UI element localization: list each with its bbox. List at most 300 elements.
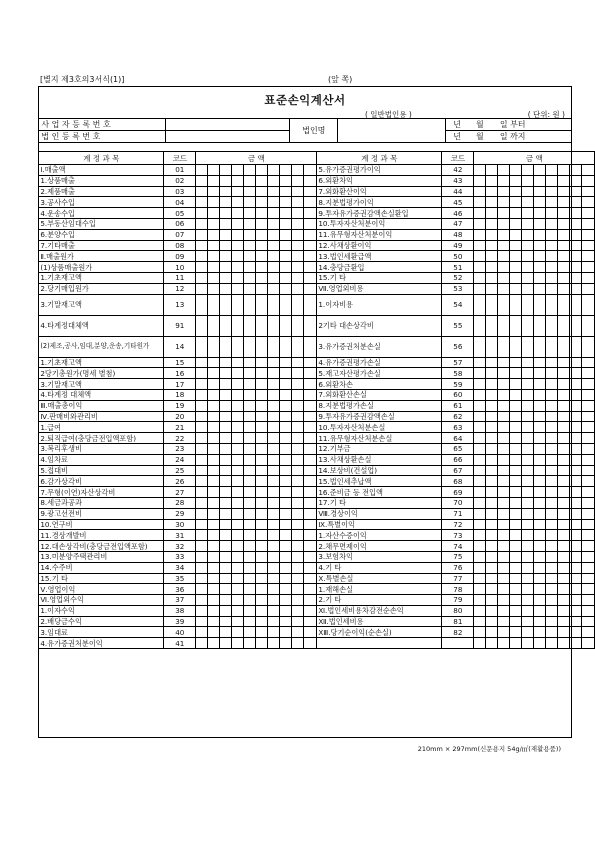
- left-amount-cell[interactable]: [304, 627, 317, 638]
- left-amount-cell[interactable]: [208, 487, 220, 498]
- right-amount-cell[interactable]: [582, 229, 595, 240]
- left-amount-cell[interactable]: [208, 627, 220, 638]
- right-amount-cell[interactable]: [474, 208, 486, 219]
- right-amount-cell[interactable]: [486, 175, 498, 186]
- right-amount-cell[interactable]: [534, 357, 546, 368]
- right-amount-cell[interactable]: [522, 530, 534, 541]
- left-amount-cell[interactable]: [304, 389, 317, 400]
- right-amount-cell[interactable]: [474, 283, 486, 294]
- right-amount-cell[interactable]: [534, 294, 546, 315]
- left-amount-cell[interactable]: [268, 336, 280, 357]
- right-amount-cell[interactable]: [546, 357, 558, 368]
- left-amount-cell[interactable]: [196, 165, 208, 176]
- right-amount-cell[interactable]: [570, 487, 582, 498]
- left-amount-cell[interactable]: [196, 595, 208, 606]
- left-amount-cell[interactable]: [232, 262, 244, 273]
- right-amount-cell[interactable]: [546, 336, 558, 357]
- right-amount-cell[interactable]: [522, 487, 534, 498]
- left-amount-cell[interactable]: [292, 627, 304, 638]
- right-amount-cell[interactable]: [570, 336, 582, 357]
- right-amount-cell[interactable]: [582, 283, 595, 294]
- left-amount-cell[interactable]: [208, 476, 220, 487]
- right-amount-cell[interactable]: [486, 368, 498, 379]
- left-amount-cell[interactable]: [280, 627, 292, 638]
- left-amount-cell[interactable]: [208, 616, 220, 627]
- left-amount-cell[interactable]: [280, 454, 292, 465]
- left-amount-cell[interactable]: [292, 389, 304, 400]
- left-amount-cell[interactable]: [256, 443, 268, 454]
- left-amount-cell[interactable]: [208, 573, 220, 584]
- left-amount-cell[interactable]: [292, 186, 304, 197]
- left-amount-cell[interactable]: [268, 497, 280, 508]
- right-amount-cell[interactable]: [498, 508, 510, 519]
- right-amount-cell[interactable]: [582, 294, 595, 315]
- right-amount-cell[interactable]: [582, 638, 595, 649]
- right-amount-cell[interactable]: [498, 379, 510, 390]
- left-amount-cell[interactable]: [292, 551, 304, 562]
- right-amount-cell[interactable]: [474, 616, 486, 627]
- left-amount-cell[interactable]: [304, 497, 317, 508]
- right-amount-cell[interactable]: [474, 476, 486, 487]
- right-amount-cell[interactable]: [510, 519, 522, 530]
- left-amount-cell[interactable]: [256, 208, 268, 219]
- right-amount-cell[interactable]: [558, 595, 570, 606]
- right-amount-cell[interactable]: [534, 400, 546, 411]
- right-amount-cell[interactable]: [498, 627, 510, 638]
- left-amount-cell[interactable]: [220, 379, 232, 390]
- right-amount-cell[interactable]: [474, 262, 486, 273]
- right-amount-cell[interactable]: [486, 315, 498, 336]
- left-amount-cell[interactable]: [268, 627, 280, 638]
- right-amount-cell[interactable]: [510, 251, 522, 262]
- right-amount-cell[interactable]: [546, 487, 558, 498]
- right-amount-cell[interactable]: [498, 251, 510, 262]
- left-amount-cell[interactable]: [196, 616, 208, 627]
- right-amount-cell[interactable]: [498, 229, 510, 240]
- left-amount-cell[interactable]: [292, 197, 304, 208]
- left-amount-cell[interactable]: [232, 208, 244, 219]
- right-amount-cell[interactable]: [570, 605, 582, 616]
- left-amount-cell[interactable]: [220, 186, 232, 197]
- right-amount-cell[interactable]: [558, 573, 570, 584]
- right-amount-cell[interactable]: [498, 218, 510, 229]
- right-amount-cell[interactable]: [582, 605, 595, 616]
- right-amount-cell[interactable]: [510, 562, 522, 573]
- left-amount-cell[interactable]: [256, 336, 268, 357]
- right-amount-cell[interactable]: [510, 627, 522, 638]
- right-amount-cell[interactable]: [474, 197, 486, 208]
- right-amount-cell[interactable]: [474, 508, 486, 519]
- right-amount-cell[interactable]: [582, 519, 595, 530]
- right-amount-cell[interactable]: [546, 454, 558, 465]
- left-amount-cell[interactable]: [256, 595, 268, 606]
- right-amount-cell[interactable]: [510, 595, 522, 606]
- right-amount-cell[interactable]: [498, 368, 510, 379]
- left-amount-cell[interactable]: [280, 315, 292, 336]
- left-amount-cell[interactable]: [304, 251, 317, 262]
- right-amount-cell[interactable]: [486, 251, 498, 262]
- right-amount-cell[interactable]: [486, 638, 498, 649]
- left-amount-cell[interactable]: [232, 487, 244, 498]
- left-amount-cell[interactable]: [280, 616, 292, 627]
- right-amount-cell[interactable]: [558, 218, 570, 229]
- left-amount-cell[interactable]: [292, 519, 304, 530]
- right-amount-cell[interactable]: [522, 584, 534, 595]
- right-amount-cell[interactable]: [582, 411, 595, 422]
- left-amount-cell[interactable]: [256, 175, 268, 186]
- left-amount-cell[interactable]: [280, 272, 292, 283]
- left-amount-cell[interactable]: [244, 336, 256, 357]
- right-amount-cell[interactable]: [546, 465, 558, 476]
- left-amount-cell[interactable]: [208, 595, 220, 606]
- right-amount-cell[interactable]: [558, 519, 570, 530]
- left-amount-cell[interactable]: [256, 519, 268, 530]
- left-amount-cell[interactable]: [268, 197, 280, 208]
- left-amount-cell[interactable]: [292, 240, 304, 251]
- left-amount-cell[interactable]: [292, 229, 304, 240]
- left-amount-cell[interactable]: [280, 229, 292, 240]
- right-amount-cell[interactable]: [582, 240, 595, 251]
- right-amount-cell[interactable]: [474, 541, 486, 552]
- right-amount-cell[interactable]: [558, 508, 570, 519]
- right-amount-cell[interactable]: [558, 433, 570, 444]
- right-amount-cell[interactable]: [534, 240, 546, 251]
- left-amount-cell[interactable]: [244, 251, 256, 262]
- left-amount-cell[interactable]: [196, 336, 208, 357]
- left-amount-cell[interactable]: [196, 186, 208, 197]
- right-amount-cell[interactable]: [534, 541, 546, 552]
- right-amount-cell[interactable]: [498, 272, 510, 283]
- left-amount-cell[interactable]: [220, 315, 232, 336]
- left-amount-cell[interactable]: [244, 197, 256, 208]
- left-amount-cell[interactable]: [304, 443, 317, 454]
- right-amount-cell[interactable]: [474, 389, 486, 400]
- left-amount-cell[interactable]: [232, 595, 244, 606]
- right-amount-cell[interactable]: [486, 605, 498, 616]
- right-amount-cell[interactable]: [522, 595, 534, 606]
- right-amount-cell[interactable]: [582, 595, 595, 606]
- right-amount-cell[interactable]: [498, 400, 510, 411]
- left-amount-cell[interactable]: [208, 262, 220, 273]
- left-amount-cell[interactable]: [280, 208, 292, 219]
- left-amount-cell[interactable]: [220, 229, 232, 240]
- left-amount-cell[interactable]: [232, 541, 244, 552]
- right-amount-cell[interactable]: [486, 208, 498, 219]
- right-amount-cell[interactable]: [534, 229, 546, 240]
- left-amount-cell[interactable]: [244, 497, 256, 508]
- right-amount-cell[interactable]: [534, 605, 546, 616]
- right-amount-cell[interactable]: [522, 229, 534, 240]
- right-amount-cell[interactable]: [546, 422, 558, 433]
- left-amount-cell[interactable]: [268, 411, 280, 422]
- right-amount-cell[interactable]: [474, 229, 486, 240]
- left-amount-cell[interactable]: [268, 573, 280, 584]
- left-amount-cell[interactable]: [280, 573, 292, 584]
- left-amount-cell[interactable]: [268, 551, 280, 562]
- right-amount-cell[interactable]: [534, 551, 546, 562]
- right-amount-cell[interactable]: [486, 197, 498, 208]
- right-amount-cell[interactable]: [582, 562, 595, 573]
- left-amount-cell[interactable]: [232, 638, 244, 649]
- right-amount-cell[interactable]: [486, 165, 498, 176]
- right-amount-cell[interactable]: [546, 229, 558, 240]
- right-amount-cell[interactable]: [570, 422, 582, 433]
- left-amount-cell[interactable]: [208, 541, 220, 552]
- left-amount-cell[interactable]: [304, 530, 317, 541]
- left-amount-cell[interactable]: [256, 229, 268, 240]
- left-amount-cell[interactable]: [196, 605, 208, 616]
- right-amount-cell[interactable]: [546, 411, 558, 422]
- left-amount-cell[interactable]: [220, 218, 232, 229]
- right-amount-cell[interactable]: [534, 272, 546, 283]
- left-amount-cell[interactable]: [208, 336, 220, 357]
- right-amount-cell[interactable]: [570, 562, 582, 573]
- right-amount-cell[interactable]: [486, 497, 498, 508]
- right-amount-cell[interactable]: [510, 186, 522, 197]
- right-amount-cell[interactable]: [474, 251, 486, 262]
- right-amount-cell[interactable]: [498, 584, 510, 595]
- left-amount-cell[interactable]: [256, 272, 268, 283]
- left-amount-cell[interactable]: [292, 465, 304, 476]
- right-amount-cell[interactable]: [510, 336, 522, 357]
- left-amount-cell[interactable]: [268, 208, 280, 219]
- left-amount-cell[interactable]: [196, 262, 208, 273]
- left-amount-cell[interactable]: [268, 294, 280, 315]
- right-amount-cell[interactable]: [510, 218, 522, 229]
- right-amount-cell[interactable]: [486, 262, 498, 273]
- left-amount-cell[interactable]: [256, 476, 268, 487]
- right-amount-cell[interactable]: [498, 487, 510, 498]
- right-amount-cell[interactable]: [474, 551, 486, 562]
- left-amount-cell[interactable]: [196, 379, 208, 390]
- left-amount-cell[interactable]: [220, 175, 232, 186]
- right-amount-cell[interactable]: [546, 368, 558, 379]
- right-amount-cell[interactable]: [546, 175, 558, 186]
- right-amount-cell[interactable]: [510, 262, 522, 273]
- left-amount-cell[interactable]: [244, 422, 256, 433]
- right-amount-cell[interactable]: [474, 487, 486, 498]
- right-amount-cell[interactable]: [558, 229, 570, 240]
- left-amount-cell[interactable]: [304, 411, 317, 422]
- right-amount-cell[interactable]: [510, 294, 522, 315]
- left-amount-cell[interactable]: [208, 454, 220, 465]
- right-amount-cell[interactable]: [534, 487, 546, 498]
- right-amount-cell[interactable]: [498, 357, 510, 368]
- left-amount-cell[interactable]: [292, 422, 304, 433]
- left-amount-cell[interactable]: [280, 379, 292, 390]
- right-amount-cell[interactable]: [582, 389, 595, 400]
- left-amount-cell[interactable]: [256, 251, 268, 262]
- left-amount-cell[interactable]: [244, 573, 256, 584]
- right-amount-cell[interactable]: [522, 627, 534, 638]
- left-amount-cell[interactable]: [244, 519, 256, 530]
- left-amount-cell[interactable]: [244, 208, 256, 219]
- left-amount-cell[interactable]: [244, 605, 256, 616]
- right-amount-cell[interactable]: [498, 519, 510, 530]
- right-amount-cell[interactable]: [486, 186, 498, 197]
- right-amount-cell[interactable]: [558, 208, 570, 219]
- right-amount-cell[interactable]: [558, 638, 570, 649]
- right-amount-cell[interactable]: [582, 573, 595, 584]
- left-amount-cell[interactable]: [256, 197, 268, 208]
- left-amount-cell[interactable]: [268, 165, 280, 176]
- right-amount-cell[interactable]: [474, 357, 486, 368]
- left-amount-cell[interactable]: [256, 357, 268, 368]
- left-amount-cell[interactable]: [256, 562, 268, 573]
- right-amount-cell[interactable]: [570, 465, 582, 476]
- right-amount-cell[interactable]: [534, 443, 546, 454]
- left-amount-cell[interactable]: [280, 411, 292, 422]
- right-amount-cell[interactable]: [534, 497, 546, 508]
- right-amount-cell[interactable]: [534, 508, 546, 519]
- left-amount-cell[interactable]: [232, 357, 244, 368]
- right-amount-cell[interactable]: [570, 454, 582, 465]
- left-amount-cell[interactable]: [244, 240, 256, 251]
- right-amount-cell[interactable]: [498, 465, 510, 476]
- right-amount-cell[interactable]: [534, 186, 546, 197]
- right-amount-cell[interactable]: [498, 638, 510, 649]
- left-amount-cell[interactable]: [256, 368, 268, 379]
- right-amount-cell[interactable]: [570, 476, 582, 487]
- left-amount-cell[interactable]: [220, 389, 232, 400]
- right-amount-cell[interactable]: [570, 368, 582, 379]
- left-amount-cell[interactable]: [196, 368, 208, 379]
- right-amount-cell[interactable]: [534, 584, 546, 595]
- left-amount-cell[interactable]: [256, 487, 268, 498]
- right-amount-cell[interactable]: [570, 175, 582, 186]
- right-amount-cell[interactable]: [570, 627, 582, 638]
- left-amount-cell[interactable]: [268, 519, 280, 530]
- right-amount-cell[interactable]: [546, 476, 558, 487]
- right-amount-cell[interactable]: [558, 368, 570, 379]
- right-amount-cell[interactable]: [546, 595, 558, 606]
- right-amount-cell[interactable]: [534, 336, 546, 357]
- right-amount-cell[interactable]: [534, 519, 546, 530]
- left-amount-cell[interactable]: [292, 573, 304, 584]
- right-amount-cell[interactable]: [582, 336, 595, 357]
- right-amount-cell[interactable]: [534, 218, 546, 229]
- right-amount-cell[interactable]: [486, 562, 498, 573]
- corp-name-input[interactable]: [338, 119, 446, 143]
- right-amount-cell[interactable]: [570, 315, 582, 336]
- left-amount-cell[interactable]: [292, 400, 304, 411]
- left-amount-cell[interactable]: [268, 251, 280, 262]
- left-amount-cell[interactable]: [220, 562, 232, 573]
- right-amount-cell[interactable]: [546, 208, 558, 219]
- left-amount-cell[interactable]: [280, 251, 292, 262]
- left-amount-cell[interactable]: [280, 400, 292, 411]
- left-amount-cell[interactable]: [268, 229, 280, 240]
- right-amount-cell[interactable]: [486, 551, 498, 562]
- right-amount-cell[interactable]: [570, 573, 582, 584]
- left-amount-cell[interactable]: [244, 294, 256, 315]
- right-amount-cell[interactable]: [534, 262, 546, 273]
- left-amount-cell[interactable]: [256, 573, 268, 584]
- left-amount-cell[interactable]: [256, 530, 268, 541]
- right-amount-cell[interactable]: [546, 551, 558, 562]
- corp-reg-input[interactable]: [166, 131, 290, 143]
- left-amount-cell[interactable]: [304, 186, 317, 197]
- left-amount-cell[interactable]: [268, 240, 280, 251]
- left-amount-cell[interactable]: [268, 562, 280, 573]
- right-amount-cell[interactable]: [582, 476, 595, 487]
- right-amount-cell[interactable]: [558, 562, 570, 573]
- left-amount-cell[interactable]: [268, 616, 280, 627]
- left-amount-cell[interactable]: [220, 530, 232, 541]
- left-amount-cell[interactable]: [196, 357, 208, 368]
- right-amount-cell[interactable]: [498, 197, 510, 208]
- right-amount-cell[interactable]: [474, 465, 486, 476]
- left-amount-cell[interactable]: [280, 605, 292, 616]
- left-amount-cell[interactable]: [232, 411, 244, 422]
- right-amount-cell[interactable]: [534, 175, 546, 186]
- right-amount-cell[interactable]: [546, 605, 558, 616]
- left-amount-cell[interactable]: [220, 497, 232, 508]
- left-amount-cell[interactable]: [196, 562, 208, 573]
- left-amount-cell[interactable]: [304, 165, 317, 176]
- right-amount-cell[interactable]: [498, 262, 510, 273]
- left-amount-cell[interactable]: [304, 197, 317, 208]
- right-amount-cell[interactable]: [558, 400, 570, 411]
- left-amount-cell[interactable]: [232, 315, 244, 336]
- left-amount-cell[interactable]: [292, 487, 304, 498]
- left-amount-cell[interactable]: [256, 422, 268, 433]
- left-amount-cell[interactable]: [292, 508, 304, 519]
- left-amount-cell[interactable]: [208, 411, 220, 422]
- left-amount-cell[interactable]: [280, 487, 292, 498]
- right-amount-cell[interactable]: [570, 283, 582, 294]
- left-amount-cell[interactable]: [280, 519, 292, 530]
- right-amount-cell[interactable]: [474, 627, 486, 638]
- right-amount-cell[interactable]: [486, 400, 498, 411]
- right-amount-cell[interactable]: [522, 573, 534, 584]
- right-amount-cell[interactable]: [546, 433, 558, 444]
- right-amount-cell[interactable]: [570, 595, 582, 606]
- left-amount-cell[interactable]: [208, 186, 220, 197]
- left-amount-cell[interactable]: [292, 283, 304, 294]
- right-amount-cell[interactable]: [558, 251, 570, 262]
- right-amount-cell[interactable]: [498, 476, 510, 487]
- right-amount-cell[interactable]: [546, 165, 558, 176]
- right-amount-cell[interactable]: [558, 476, 570, 487]
- left-amount-cell[interactable]: [220, 638, 232, 649]
- right-amount-cell[interactable]: [486, 357, 498, 368]
- right-amount-cell[interactable]: [486, 584, 498, 595]
- right-amount-cell[interactable]: [570, 379, 582, 390]
- left-amount-cell[interactable]: [196, 551, 208, 562]
- right-amount-cell[interactable]: [486, 336, 498, 357]
- left-amount-cell[interactable]: [196, 497, 208, 508]
- right-amount-cell[interactable]: [474, 562, 486, 573]
- left-amount-cell[interactable]: [244, 541, 256, 552]
- right-amount-cell[interactable]: [510, 605, 522, 616]
- right-amount-cell[interactable]: [534, 595, 546, 606]
- left-amount-cell[interactable]: [304, 573, 317, 584]
- right-amount-cell[interactable]: [558, 530, 570, 541]
- left-amount-cell[interactable]: [280, 389, 292, 400]
- right-amount-cell[interactable]: [510, 551, 522, 562]
- left-amount-cell[interactable]: [280, 283, 292, 294]
- left-amount-cell[interactable]: [232, 443, 244, 454]
- left-amount-cell[interactable]: [268, 175, 280, 186]
- right-amount-cell[interactable]: [534, 573, 546, 584]
- right-amount-cell[interactable]: [522, 422, 534, 433]
- left-amount-cell[interactable]: [304, 336, 317, 357]
- left-amount-cell[interactable]: [208, 551, 220, 562]
- right-amount-cell[interactable]: [522, 283, 534, 294]
- left-amount-cell[interactable]: [292, 379, 304, 390]
- right-amount-cell[interactable]: [546, 240, 558, 251]
